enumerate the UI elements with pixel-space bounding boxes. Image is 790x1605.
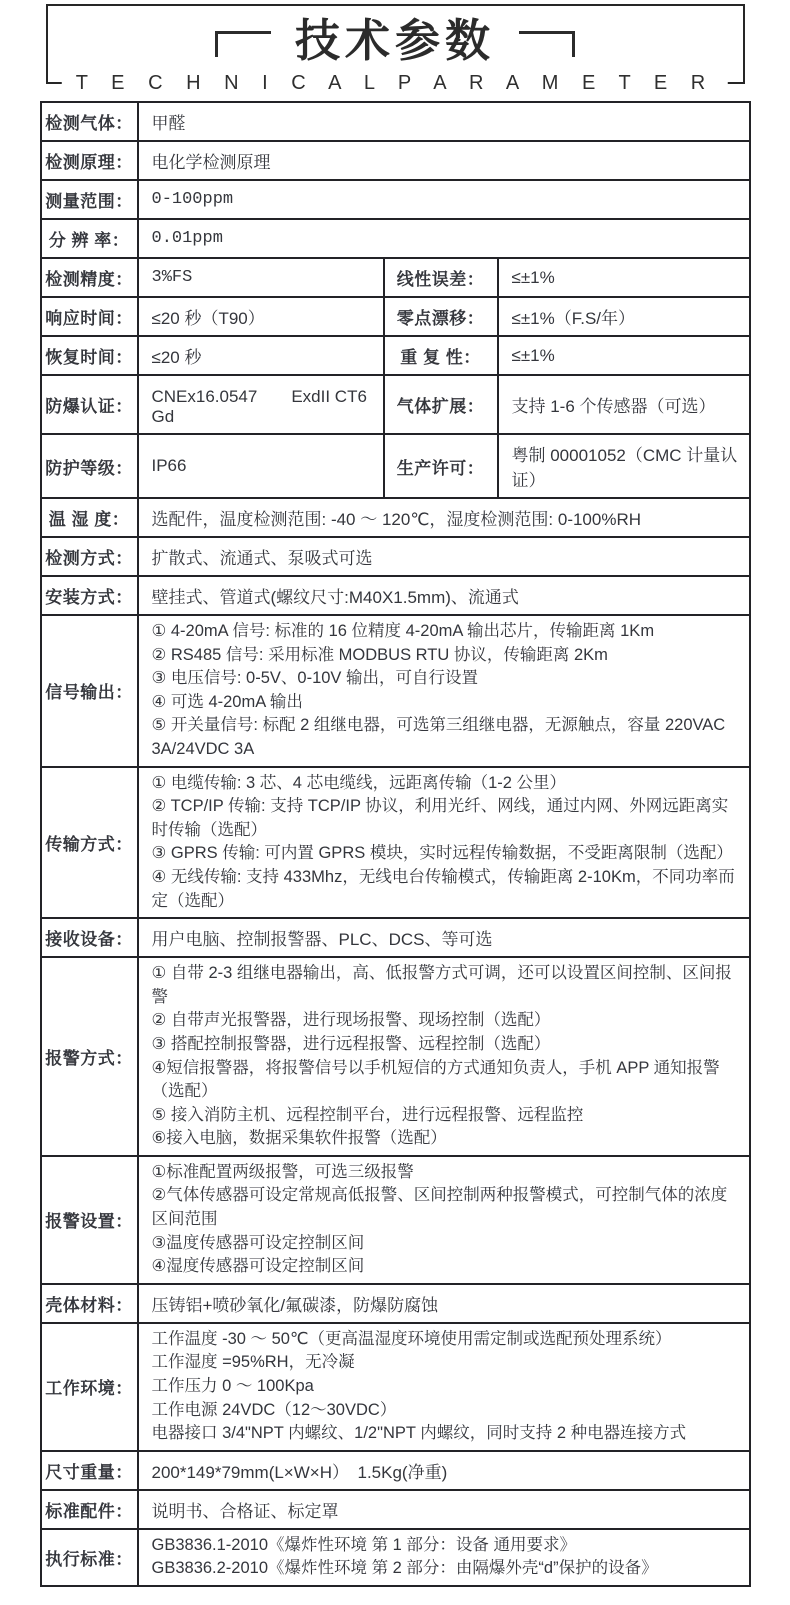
spec-label: 检测原理：	[41, 141, 138, 180]
table-row	[41, 1529, 750, 1586]
spec-label: 壳体材料：	[41, 1284, 138, 1323]
spec-label: 生产许可：	[384, 434, 498, 498]
table-row	[41, 767, 750, 919]
spec-value-line: ① 电缆传输: 3 芯、4 芯电缆线，远距离传输（1-2 公里）	[151, 773, 566, 792]
table-row	[41, 102, 750, 141]
spec-value-line: GB3836.2-2010《爆炸性环境 第 2 部分：由隔爆外壳“d”保护的设备》	[151, 1559, 658, 1578]
spec-value	[138, 957, 750, 1156]
spec-value: ≤20 秒（T90）	[138, 297, 384, 336]
spec-value: 甲醛	[138, 102, 750, 141]
spec-value: 200*149*79mm(L×W×H） 1.5Kg(净重)	[138, 1451, 750, 1490]
spec-value-line: ④短信报警器，将报警信号以手机短信的方式通知负责人，手机 APP 通知报警（选配）	[151, 1058, 720, 1101]
table-row	[41, 434, 750, 498]
spec-value-line: 工作湿度 =95%RH，无冷凝	[151, 1353, 355, 1372]
spec-value-line: ③ 电压信号: 0-5V、0-10V 输出，可自行设置	[151, 669, 479, 688]
spec-value: CNEx16.0547 ExdII CT6 Gd	[138, 375, 384, 434]
spec-value	[138, 615, 750, 767]
spec-label: 工作环境：	[41, 1323, 138, 1451]
table-row	[41, 375, 750, 434]
spec-label: 重 复 性：	[384, 336, 498, 375]
table-row	[41, 141, 750, 180]
spec-value	[138, 1156, 750, 1284]
table-row	[41, 576, 750, 615]
spec-label: 执行标准：	[41, 1529, 138, 1586]
table-row	[41, 258, 750, 297]
spec-value: 压铸铝+喷砂氧化/氟碳漆，防爆防腐蚀	[138, 1284, 750, 1323]
spec-value	[138, 767, 750, 919]
spec-value: 支持 1-6 个传感器（可选）	[498, 375, 750, 434]
spec-value: ≤±1%	[498, 336, 750, 375]
spec-value-line: GB3836.1-2010《爆炸性环境 第 1 部分：设备 通用要求》	[151, 1535, 577, 1554]
table-row	[41, 537, 750, 576]
spec-value-line: 工作温度 -30 ～ 50℃（更高温湿度环境使用需定制或选配预处理系统）	[151, 1329, 672, 1348]
spec-value: ≤±1%（F.S/年）	[498, 297, 750, 336]
spec-value: 说明书、合格证、标定罩	[138, 1490, 750, 1529]
spec-value: 0.01ppm	[138, 219, 750, 258]
spec-value: 粤制 00001052（CMC 计量认证）	[498, 434, 750, 498]
spec-label: 恢复时间：	[41, 336, 138, 375]
spec-value-line: ⑤ 开关量信号: 标配 2 组继电器，可选第三组继电器，无源触点，容量 220VAC 3A/24VDC 3A	[151, 716, 726, 758]
spec-table-body	[41, 102, 750, 1586]
spec-label: 尺寸重量：	[41, 1451, 138, 1490]
spec-label: 报警设置：	[41, 1156, 138, 1284]
spec-label: 标准配件：	[41, 1490, 138, 1529]
spec-value-line: ③ GPRS 传输: 可内置 GPRS 模块，实时远程传输数据，不受距离限制（选配）	[151, 844, 733, 863]
spec-label: 检测气体：	[41, 102, 138, 141]
table-row	[41, 615, 750, 767]
spec-label: 气体扩展：	[384, 375, 498, 434]
spec-label: 分 辨 率：	[41, 219, 138, 258]
spec-label: 温 湿 度：	[41, 498, 138, 537]
spec-value-line: ①标准配置两级报警，可选三级报警	[151, 1162, 414, 1181]
table-row	[41, 336, 750, 375]
spec-value	[138, 1529, 750, 1586]
spec-value	[138, 1323, 750, 1451]
spec-label: 传输方式：	[41, 767, 138, 919]
table-row	[41, 1156, 750, 1284]
spec-value-line: ① 4-20mA 信号: 标准的 16 位精度 4-20mA 输出芯片，传输距离 1Km	[151, 622, 655, 640]
spec-value-line: ② TCP/IP 传输: 支持 TCP/IP 协议，利用光纤、网线，通过内网、外网远距离实时传输（选配）	[151, 797, 729, 839]
table-row	[41, 180, 750, 219]
spec-label: 防护等级：	[41, 434, 138, 498]
spec-value: IP66	[138, 434, 384, 498]
spec-value-line: 工作电源 24VDC（12～30VDC）	[151, 1400, 397, 1419]
spec-value-line: ⑥接入电脑，数据采集软件报警（选配）	[151, 1129, 447, 1148]
spec-value-line: ④ 无线传输: 支持 433Mhz，无线电台传输模式，传输距离 2-10Km，不同功率而定（选配）	[151, 867, 735, 910]
spec-value: 扩散式、流通式、泵吸式可选	[138, 537, 750, 576]
spec-value-line: ② 自带声光报警器，进行现场报警、现场控制（选配）	[151, 1011, 551, 1030]
title-box	[46, 4, 745, 94]
spec-value: 壁挂式、管道式(螺纹尺寸:M40X1.5mm)、流通式	[138, 576, 750, 615]
spec-label: 线性误差：	[384, 258, 498, 297]
spec-label: 防爆认证：	[41, 375, 138, 434]
spec-value: ≤±1%	[498, 258, 750, 297]
spec-value-line: 电器接口 3/4"NPT 内螺纹、1/2"NPT 内螺纹，同时支持 2 种电器连接方式	[151, 1424, 687, 1443]
spec-value: 0-100ppm	[138, 180, 750, 219]
table-row	[41, 957, 750, 1156]
spec-label: 检测方式：	[41, 537, 138, 576]
spec-value: 用户电脑、控制报警器、PLC、DCS、等可选	[138, 918, 750, 957]
spec-value-line: 工作压力 0 ～ 100Kpa	[151, 1377, 314, 1396]
table-row	[41, 1451, 750, 1490]
table-row	[41, 918, 750, 957]
spec-label: 响应时间：	[41, 297, 138, 336]
spec-label: 接收设备：	[41, 918, 138, 957]
table-row	[41, 219, 750, 258]
spec-value: 3%FS	[138, 258, 384, 297]
table-row	[41, 1323, 750, 1451]
spec-value-line: ③温度传感器可设定控制区间	[151, 1233, 365, 1252]
spec-label: 安装方式：	[41, 576, 138, 615]
corner-bracket-left-icon	[215, 31, 271, 57]
spec-value-line: ④ 可选 4-20mA 输出	[151, 692, 303, 711]
spec-value-line: ⑤ 接入消防主机、远程控制平台，进行远程报警、远程监控	[151, 1105, 584, 1124]
spec-value: 选配件，温度检测范围: -40 ～ 120℃，湿度检测范围: 0-100%RH	[138, 498, 750, 537]
spec-label: 零点漂移：	[384, 297, 498, 336]
table-row	[41, 498, 750, 537]
table-row	[41, 1284, 750, 1323]
spec-value-line: ① 自带 2-3 组继电器输出，高、低报警方式可调，还可以设置区间控制、区间报警	[151, 964, 732, 1006]
spec-label: 信号输出：	[41, 615, 138, 767]
table-row	[41, 297, 750, 336]
spec-value: 电化学检测原理	[138, 141, 750, 180]
spec-table	[40, 101, 751, 1587]
page-subtitle: T E C H N I C A L P A R A M E T E R	[62, 70, 728, 96]
spec-value-line: ③ 搭配控制报警器，进行远程报警、远程控制（选配）	[151, 1034, 551, 1053]
spec-label: 检测精度：	[41, 258, 138, 297]
spec-value-line: ②气体传感器可设定常规高低报警、区间控制两种报警模式，可控制气体的浓度区间范围	[151, 1186, 728, 1229]
spec-value-line: ② RS485 信号: 采用标准 MODBUS RTU 协议，传输距离 2Km	[151, 645, 608, 664]
corner-bracket-right-icon	[519, 31, 575, 57]
page-title: 技术参数	[294, 15, 495, 66]
spec-label: 报警方式：	[41, 957, 138, 1156]
spec-value: ≤20 秒	[138, 336, 384, 375]
spec-value-line: ④湿度传感器可设定控制区间	[151, 1257, 365, 1276]
table-row	[41, 1490, 750, 1529]
spec-label: 测量范围：	[41, 180, 138, 219]
